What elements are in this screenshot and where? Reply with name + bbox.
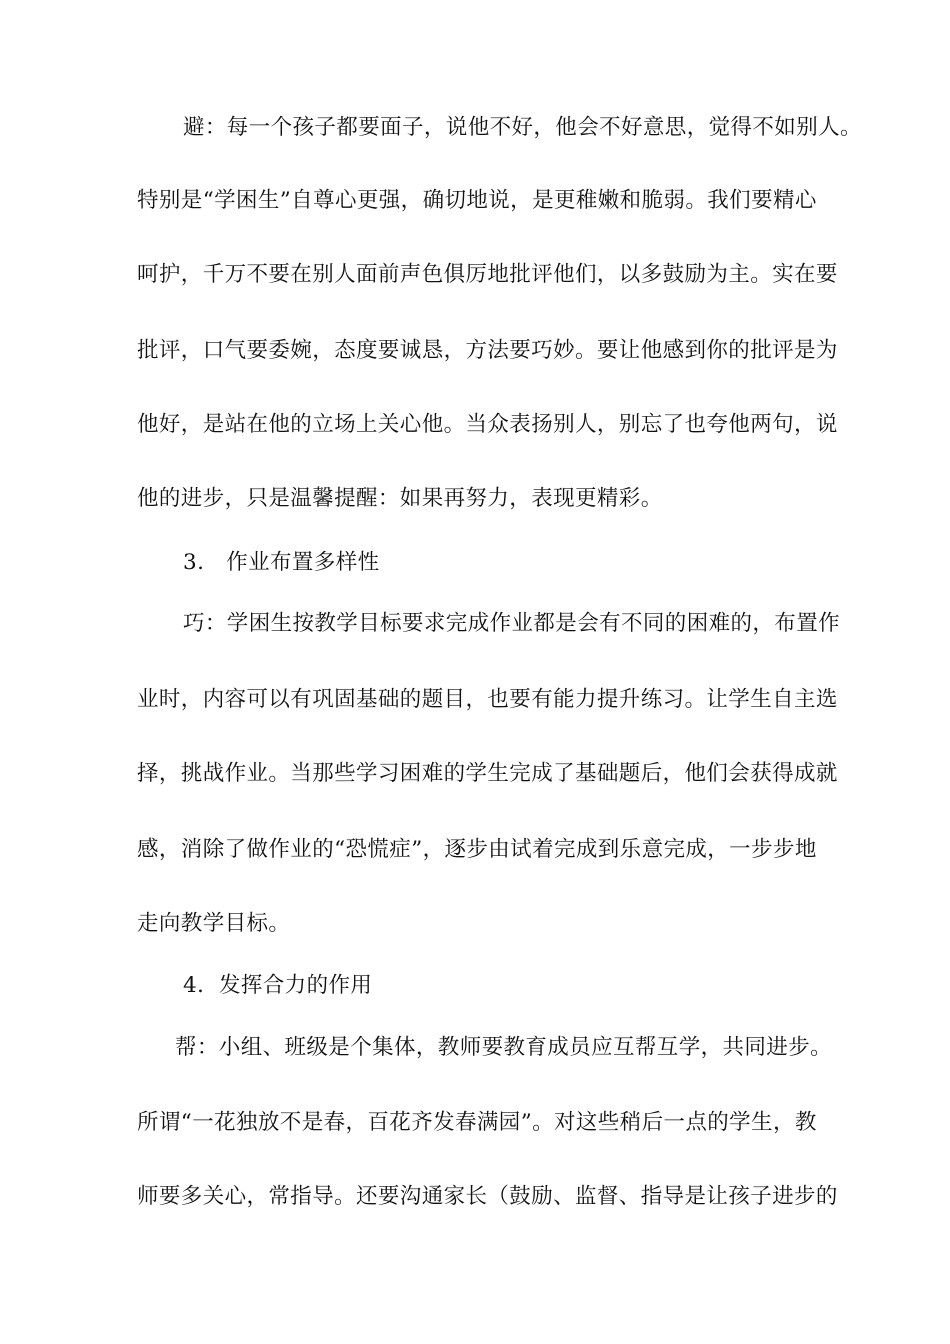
paragraph-skill-line-5: 走向教学目标。 — [137, 911, 291, 936]
paragraph-skill-line-2: 业时，内容可以有巩固基础的题目，也要有能力提升练习。让学生自主选 — [137, 687, 838, 712]
section-heading-4: 4．发挥合力的作用 — [183, 973, 373, 998]
paragraph-avoid-line-2: 特别是“学困生”自尊心更强，确切地说，是更稚嫩和脆弱。我们要精心 — [137, 188, 817, 213]
paragraph-help-line-3: 师要多关心，常指导。还要沟通家长（鼓励、监督、指导是让孩子进步的 — [137, 1184, 838, 1209]
paragraph-help-line-2: 所谓“一花独放不是春，百花齐发春满园”。对这些稍后一点的学生，教 — [137, 1110, 817, 1135]
paragraph-avoid-line-4: 批评，口气要委婉，态度要诚恳，方法要巧妙。要让他感到你的批评是为 — [137, 338, 838, 363]
paragraph-avoid-line-1: 避：每一个孩子都要面子，说他不好，他会不好意思，觉得不如别人。 — [183, 115, 862, 140]
paragraph-skill-line-1: 巧：学困生按教学目标要求完成作业都是会有不同的困难的，布置作 — [183, 611, 841, 636]
paragraph-avoid-line-5: 他好，是站在他的立场上关心他。当众表扬别人，别忘了也夸他两句，说 — [137, 412, 838, 437]
paragraph-skill-line-3: 择，挑战作业。当那些学习困难的学生完成了基础题后，他们会获得成就 — [137, 761, 838, 786]
paragraph-avoid-line-6: 他的进步，只是温馨提醒：如果再努力，表现更精彩。 — [137, 486, 663, 511]
paragraph-skill-line-4: 感，消除了做作业的“恐慌症”，逐步由试着完成到乐意完成，一步步地 — [137, 837, 817, 862]
paragraph-avoid-line-3: 呵护，千万不要在别人面前声色俱厉地批评他们，以多鼓励为主。实在要 — [137, 262, 838, 287]
paragraph-help-line-1: 帮：小组、班级是个集体，教师要教育成员应互帮互学，共同进步。 — [175, 1035, 833, 1060]
section-heading-3: 3. 作业布置多样性 — [183, 550, 380, 575]
